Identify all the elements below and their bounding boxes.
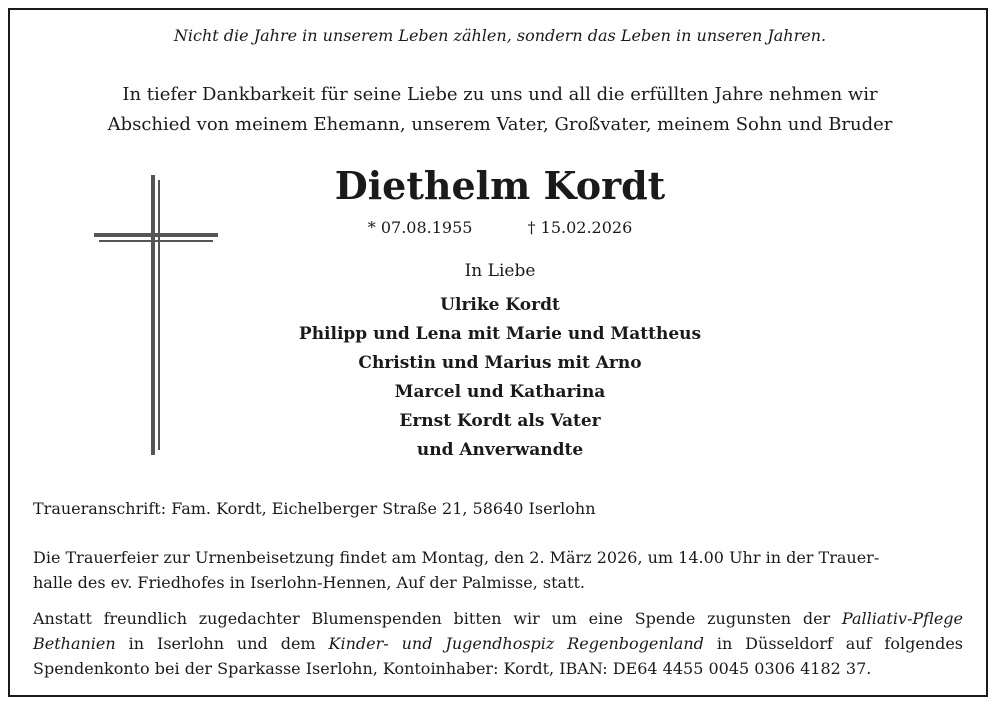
mourner-name: und Anverwandte — [416, 440, 584, 460]
intro-line: Abschied von meinem Ehemann, unserem Vater, Großvater, meinem Sohn und Bruder — [107, 114, 893, 135]
mourning-address: Traueranschrift: Fam. Kordt, Eichelberger Straße 21, 58640 Iserlohn — [33, 499, 596, 518]
intro-text — [0, 80, 1000, 140]
donation-info — [33, 606, 963, 681]
ceremony-line: Die Trauerfeier zur Urnenbeisetzung findet am Montag, den 2. März 2026, um 14.00 Uhr in der Trauer- — [33, 548, 880, 567]
deceased-name: Diethelm Kordt — [334, 163, 666, 208]
donation-org-palliative: Palliativ-Pflege Bethanien — [33, 609, 963, 653]
birth-date: * 07.08.1955 — [367, 218, 473, 237]
donation-text: in Iserlohn und dem — [115, 634, 329, 653]
donation-org-hospice: Kinder- und Jugendhospiz Regenbogenland — [328, 634, 704, 653]
ceremony-info — [33, 545, 963, 595]
intro-line: In tiefer Dankbarkeit für seine Liebe zu uns und all die erfüllten Jahre nehmen wir — [122, 84, 878, 105]
mourner-name: Ernst Kordt als Vater — [399, 411, 601, 431]
life-dates — [0, 218, 1000, 237]
death-date: † 15.02.2026 — [527, 218, 633, 237]
motto-quote: Nicht die Jahre in unserem Leben zählen, sondern das Leben in unseren Jahren. — [173, 26, 827, 45]
mourner-name: Christin und Marius mit Arno — [358, 353, 642, 373]
mourner-name: Philipp und Lena mit Marie und Mattheus — [298, 324, 702, 344]
ceremony-line: halle des ev. Friedhofes in Iserlohn-Hennen, Auf der Palmisse, statt. — [33, 573, 586, 592]
mourners-list — [0, 291, 1000, 465]
mourners-heading: In Liebe — [464, 261, 536, 281]
donation-text: Anstatt freundlich zugedachter Blumenspenden bitten wir um eine Spende zugunsten der — [33, 609, 842, 628]
mourner-name: Ulrike Kordt — [440, 295, 560, 315]
mourner-name: Marcel und Katharina — [394, 382, 606, 402]
donation-text: in Düsseldorf auf folgendes Spendenkonto bei der Sparkasse Iserlohn, Kontoinhaber: Kordt, IBAN: DE64 4455 0045 0306 4182 37. — [33, 634, 964, 678]
